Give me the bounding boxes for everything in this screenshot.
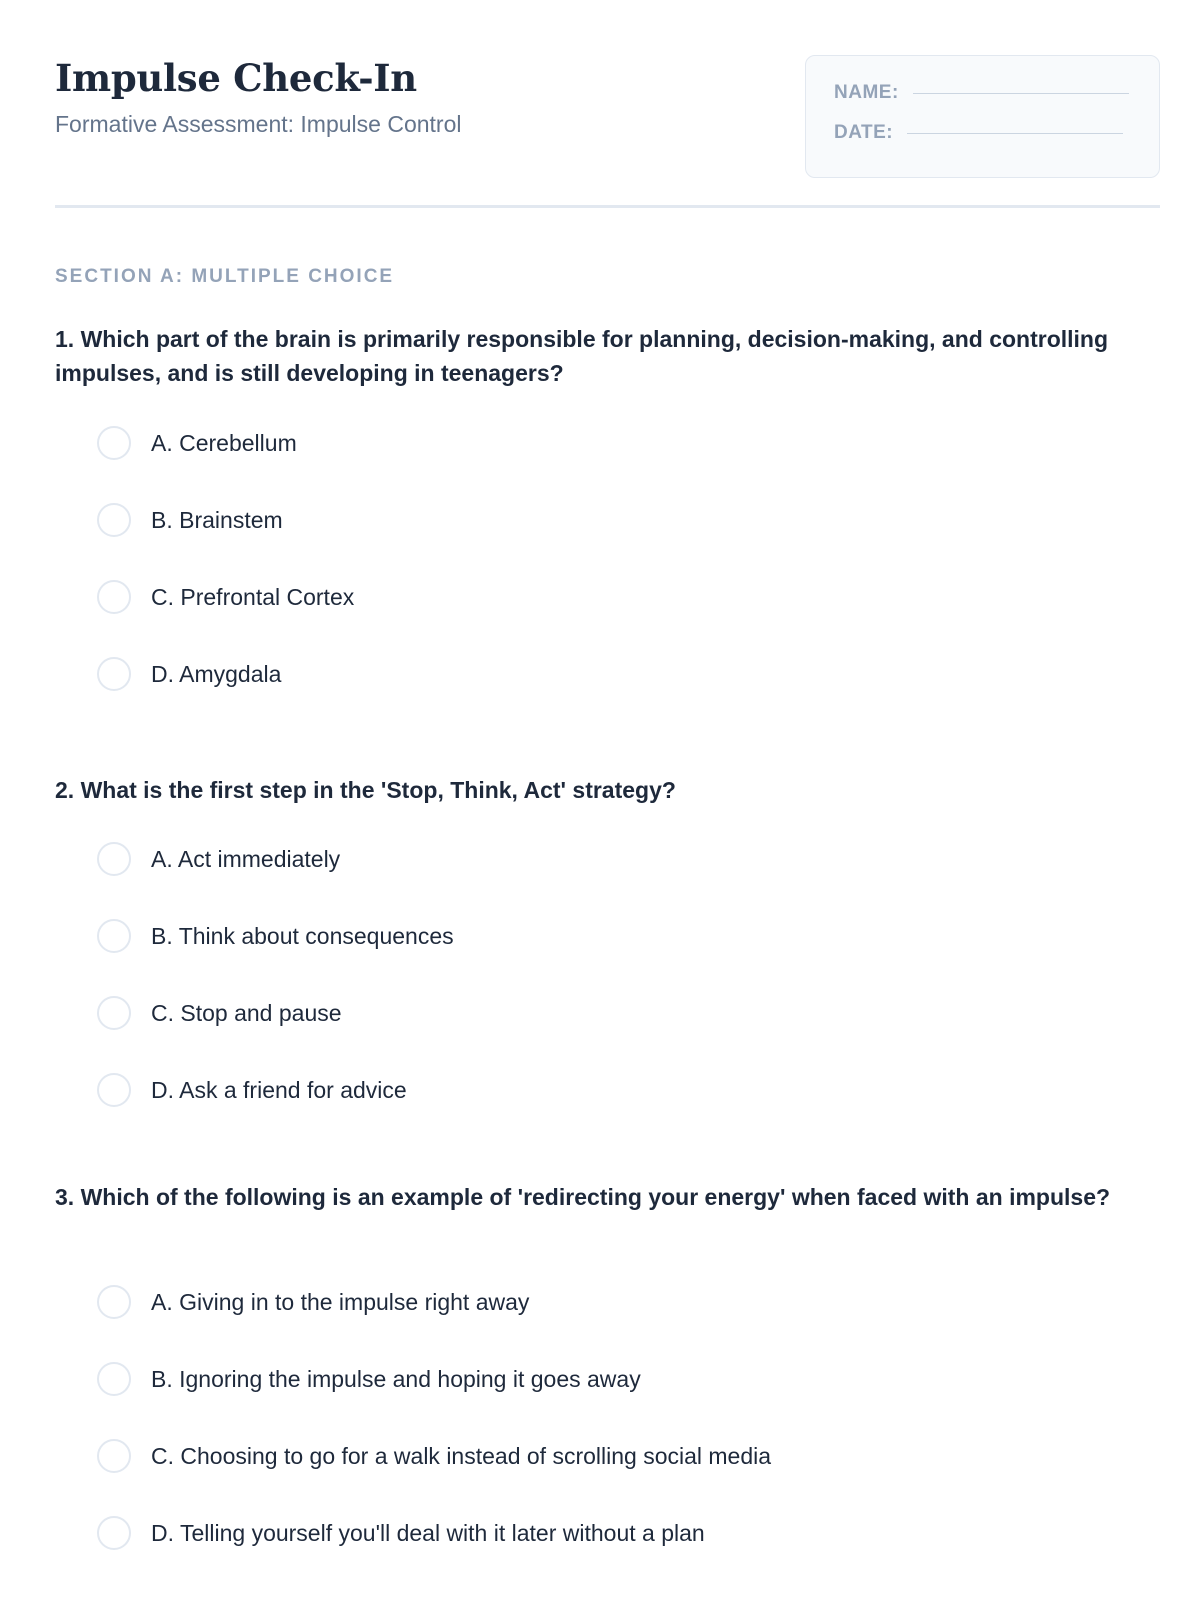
option-label: D. Telling yourself you'll deal with it later without a plan: [151, 1519, 705, 1546]
question-1-option-c[interactable]: [97, 579, 354, 615]
option-label: D. Ask a friend for advice: [151, 1076, 407, 1103]
option-label: B. Brainstem: [151, 506, 283, 533]
question-text: 2. What is the first step in the 'Stop, Think, Act' strategy?: [55, 777, 676, 803]
radio-button[interactable]: [97, 426, 131, 460]
option-label: A. Act immediately: [151, 845, 341, 872]
question-text: 1. Which part of the brain is primarily responsible for planning, decision-making, and controlling impulses, and is still developing in teenagers?: [55, 326, 1109, 386]
option-label: C. Choosing to go for a walk instead of scrolling social media: [151, 1442, 772, 1469]
radio-button[interactable]: [97, 1516, 131, 1550]
radio-button[interactable]: [97, 657, 131, 691]
question-1-option-b[interactable]: [97, 502, 283, 538]
date-field[interactable]: [907, 133, 1123, 134]
name-row: [834, 82, 1129, 104]
option-label: C. Stop and pause: [151, 999, 342, 1026]
radio-button[interactable]: [97, 503, 131, 537]
radio-button[interactable]: [97, 996, 131, 1030]
option-label: B. Think about consequences: [151, 922, 454, 949]
page-title: Impulse Check-In: [55, 56, 417, 100]
question-2-option-c[interactable]: [97, 995, 342, 1031]
option-label: A. Cerebellum: [151, 429, 297, 456]
radio-button[interactable]: [97, 1073, 131, 1107]
header: [55, 0, 1160, 208]
assessment-page: [55, 0, 1160, 1546]
question-2-option-a[interactable]: [97, 841, 340, 877]
question-1: [55, 322, 1160, 687]
name-label: NAME:: [834, 82, 899, 103]
question-3-option-a[interactable]: [97, 1284, 529, 1320]
date-label: DATE:: [834, 122, 894, 143]
question-3-option-b[interactable]: [97, 1361, 641, 1397]
question-1-option-d[interactable]: [97, 656, 281, 692]
radio-button[interactable]: [97, 842, 131, 876]
question-text: 3. Which of the following is an example of 'redirecting your energy' when faced with an impulse?: [55, 1184, 1111, 1210]
radio-button[interactable]: [97, 1362, 131, 1396]
option-label: B. Ignoring the impulse and hoping it goes away: [151, 1365, 641, 1392]
student-info-box: [805, 55, 1160, 178]
option-label: A. Giving in to the impulse right away: [151, 1288, 530, 1315]
question-2-option-d[interactable]: [97, 1072, 407, 1108]
question-3-option-c[interactable]: [97, 1438, 771, 1474]
question-2: [55, 773, 1160, 1103]
radio-button[interactable]: [97, 919, 131, 953]
question-2-option-b[interactable]: [97, 918, 454, 954]
question-3-option-d[interactable]: [97, 1515, 705, 1551]
page-subtitle: Formative Assessment: Impulse Control: [55, 111, 462, 137]
section-title: SECTION A: MULTIPLE CHOICE: [55, 266, 395, 287]
option-label: C. Prefrontal Cortex: [151, 583, 355, 610]
question-1-option-a[interactable]: [97, 425, 297, 461]
option-label: D. Amygdala: [151, 660, 282, 687]
radio-button[interactable]: [97, 1439, 131, 1473]
radio-button[interactable]: [97, 1285, 131, 1319]
name-field[interactable]: [913, 93, 1129, 94]
question-3: [55, 1180, 1160, 1546]
radio-button[interactable]: [97, 580, 131, 614]
date-row: [834, 122, 1123, 144]
